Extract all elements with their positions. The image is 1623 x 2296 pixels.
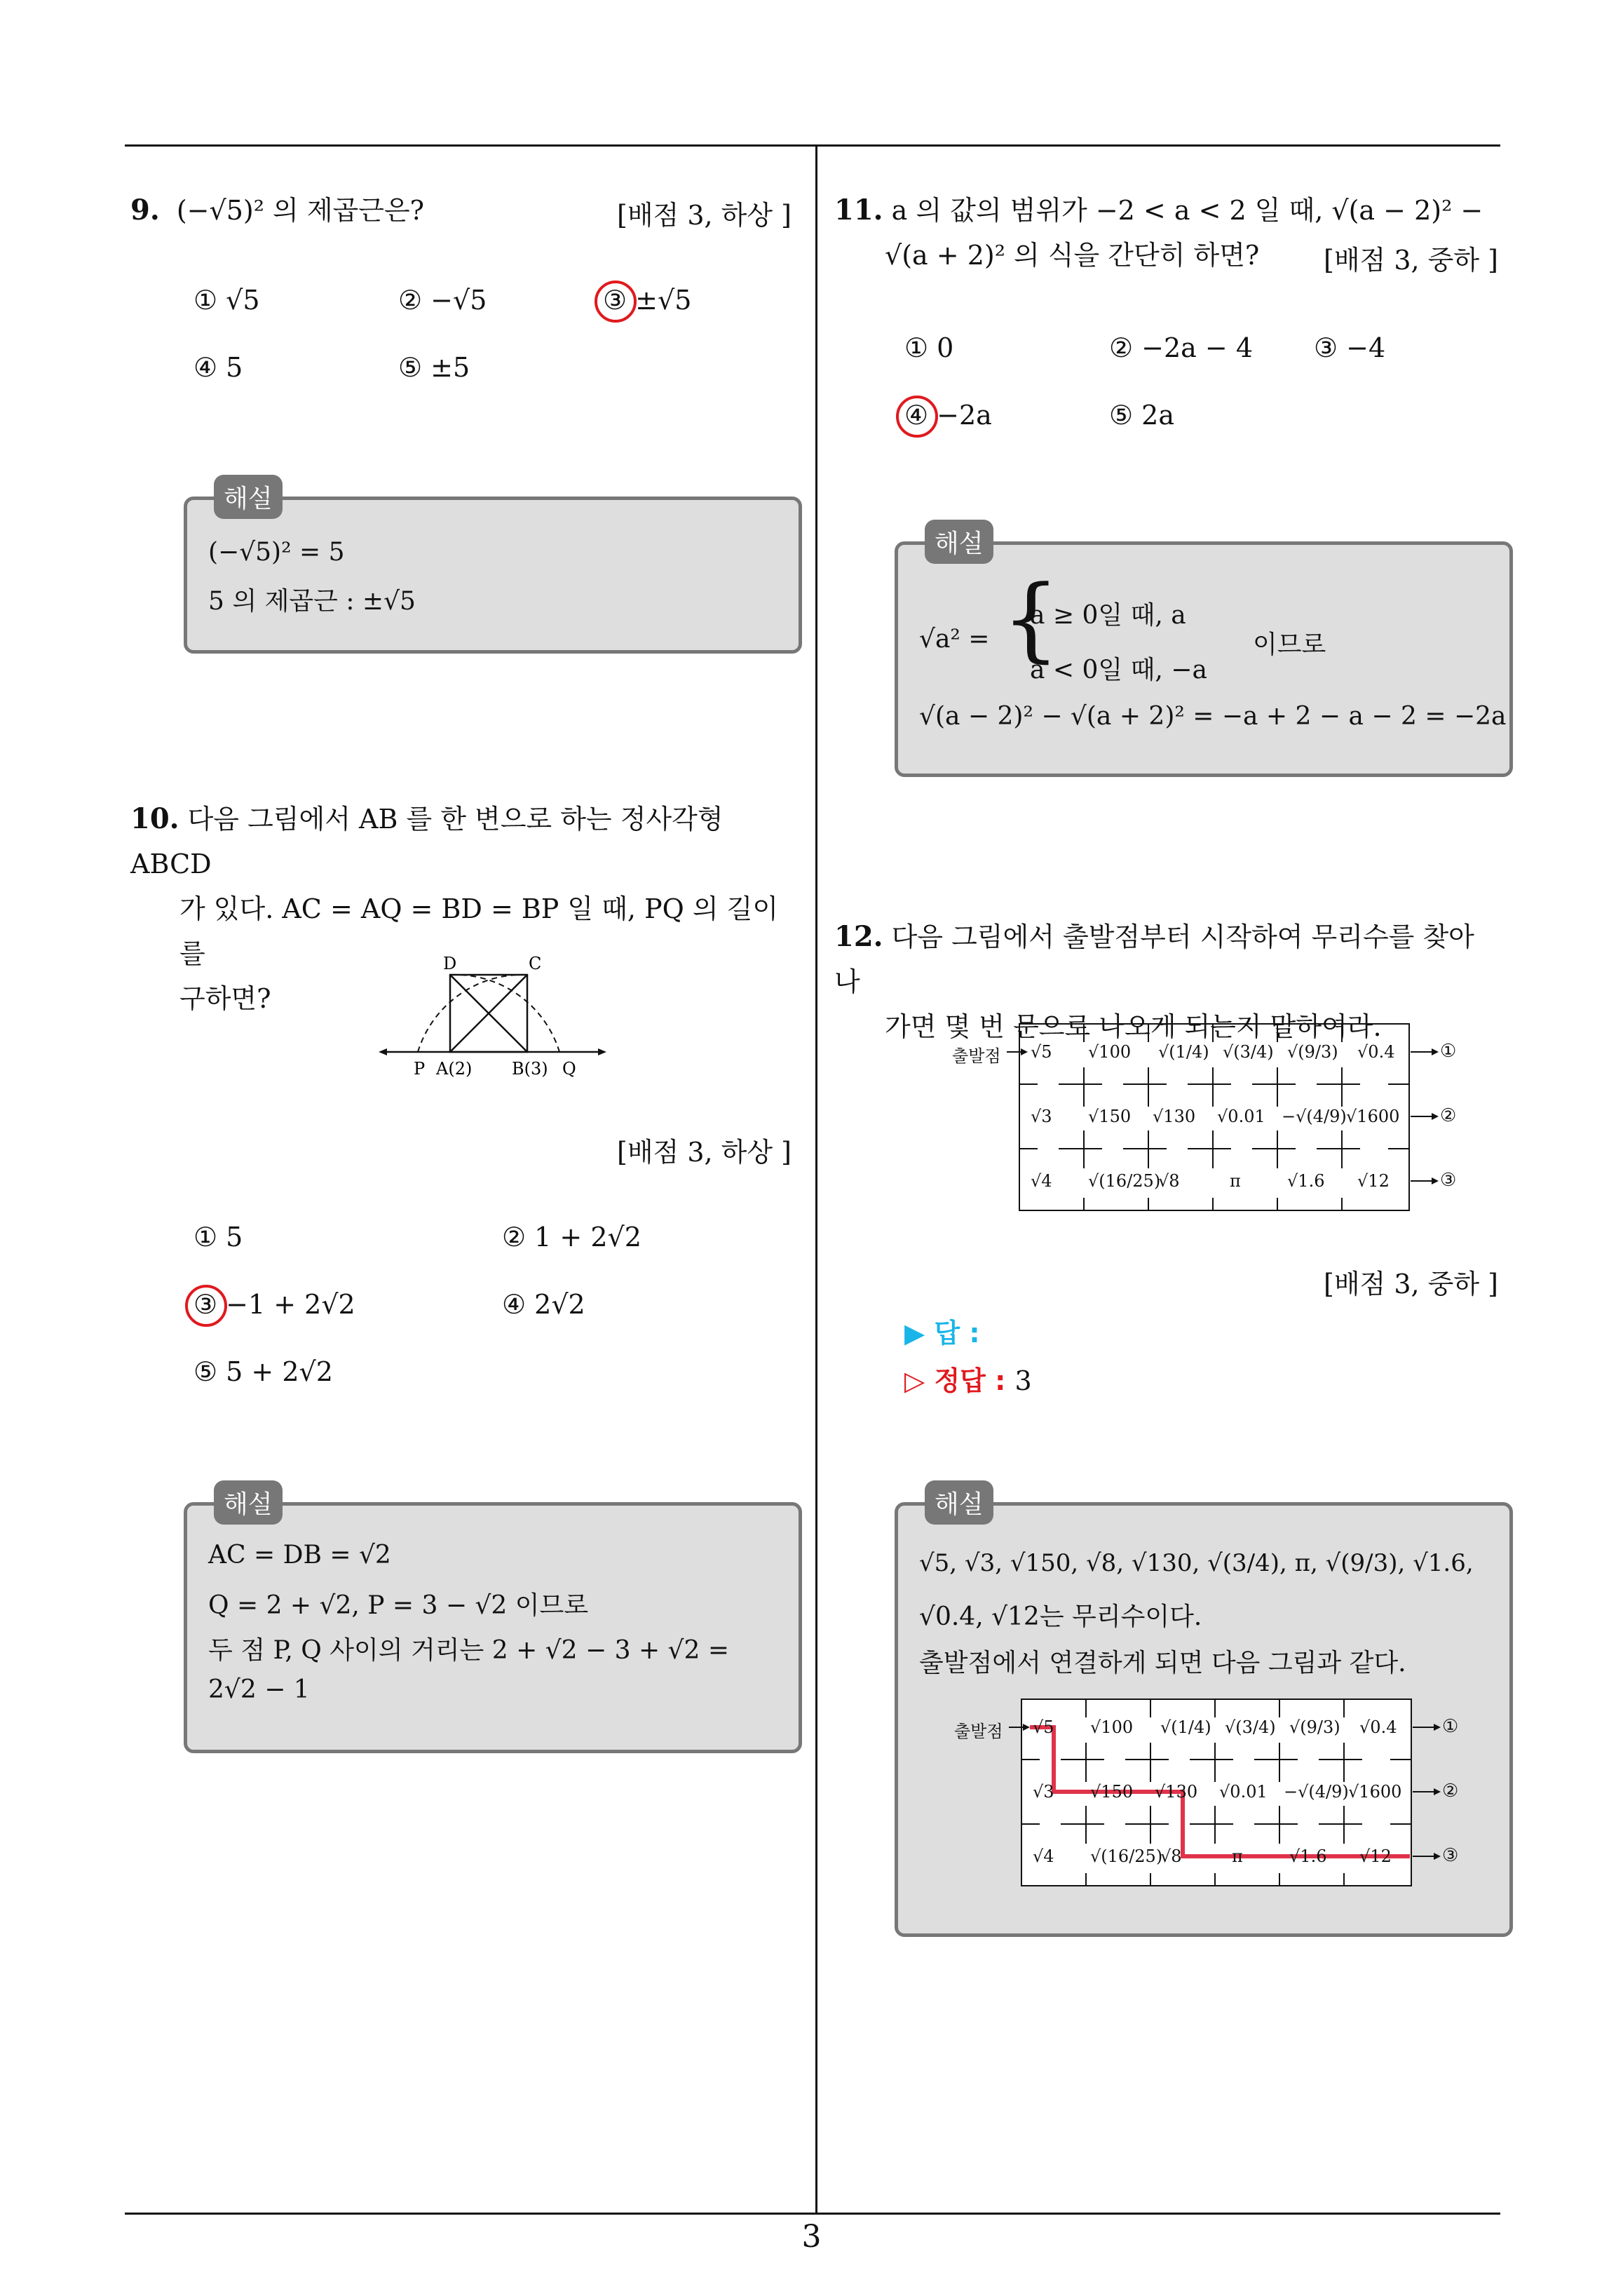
solution-tag: 해설 [214,1480,283,1525]
score-label: [배점 3, 하상 ] [617,200,792,231]
question-text-line: a 의 값의 범위가 −2 < a < 2 일 때, √(a − 2)² − [891,195,1483,226]
maze-figure [939,1018,1465,1215]
answer-circle [595,281,637,323]
maze-cell: √1600 [1346,1107,1400,1126]
label-P: P [414,1059,426,1079]
page-number: 3 [801,2219,822,2255]
answer-circle [896,396,938,438]
maze-start-label: 출발점 [952,1046,1001,1066]
maze-cell: √1600 [1348,1782,1402,1802]
solution-line: 5 의 제곱근 : ±√5 [208,587,416,616]
score-label: [배점 3, 중하 ] [1324,245,1498,276]
maze-cell: √4 [1033,1846,1054,1866]
maze-cell: −√(4/9) [1284,1782,1349,1802]
maze-cell: π [1230,1171,1241,1191]
maze-cell: √(1/4) [1160,1717,1211,1737]
solution-tag: 해설 [925,520,993,564]
maze-cell: −√(4/9) [1282,1107,1347,1126]
maze-cell: √(16/25) [1088,1171,1161,1191]
maze-cell: √(3/4) [1225,1717,1276,1737]
question-text: (−√5)² 의 제곱근은? [176,195,425,226]
maze-exit-2: ② [1440,1105,1457,1126]
maze-cell: √100 [1088,1042,1132,1062]
label-D: D [443,954,457,973]
question-text-line: 다음 그림에서 출발점부터 시작하여 무리수를 찾아 나 [834,921,1474,997]
question-text-line: 구하면? [179,983,271,1014]
solution-box-q9 [184,485,802,654]
question-text-line: √(a + 2)² 의 식을 간단히 하면? [885,240,1260,271]
maze-cell: √130 [1153,1107,1196,1126]
solution-line: Q = 2 + √2, P = 3 − √2 이므로 [208,1591,589,1620]
score-label: [배점 3, 중하 ] [1324,1269,1498,1299]
solution-line: (−√5)² = 5 [208,538,345,567]
maze-cell: √12 [1357,1171,1390,1191]
correct-value: 3 [1014,1365,1032,1396]
question-text-line: 가 있다. AC = AQ = BD = BP 일 때, PQ 의 길이를 [179,893,779,969]
solution-line: √(a − 2)² − √(a + 2)² = −a + 2 − a − 2 = −2a [919,702,1507,731]
top-rule [125,144,1500,147]
maze-exit-3: ③ [1440,1170,1457,1191]
choice-5[interactable]: ⑤ ±5 [398,352,470,383]
question-number: 10. [130,802,179,835]
maze-cell: √0.01 [1219,1782,1268,1802]
choice-2[interactable]: ② −2a − 4 [1109,332,1253,363]
choice-4[interactable]: ④ −2a [904,400,992,431]
maze-cell: √5 [1033,1717,1054,1737]
correct-label: ▷ 정답 : [904,1365,1006,1396]
question-number: 9. [130,194,160,227]
maze-cell: π [1232,1846,1243,1866]
solution-box-q12 [895,1490,1513,1937]
solution-lhs: √a² = [919,625,990,654]
question-number: 12. [834,920,883,953]
label-C: C [529,954,542,973]
maze-figure-solved [942,1694,1467,1890]
maze-cell: √150 [1088,1107,1132,1126]
correct-answer [904,1359,1032,1398]
choice-2[interactable]: ② −√5 [398,285,487,316]
label-Q: Q [562,1059,576,1079]
maze-cell: √(3/4) [1223,1042,1274,1062]
solution-box-q11 [895,529,1513,777]
maze-cell: √0.4 [1357,1042,1395,1062]
brace: { [1002,565,1060,672]
question-number: 11. [834,194,883,227]
question-text-line: 다음 그림에서 AB 를 한 변으로 하는 정사각형 ABCD [130,804,724,879]
maze-exit-2: ② [1442,1781,1459,1802]
maze-cell: √(9/3) [1289,1717,1340,1737]
choice-3[interactable]: ③ −4 [1314,332,1386,363]
score-label: [배점 3, 하상 ] [617,1137,792,1168]
choice-5[interactable]: ⑤ 5 + 2√2 [193,1356,333,1387]
maze-start-label: 출발점 [954,1722,1003,1741]
choice-5[interactable]: ⑤ 2a [1109,400,1174,431]
choice-1[interactable]: ① 0 [904,332,954,363]
maze-exit-3: ③ [1442,1845,1459,1866]
choice-1[interactable]: ① 5 [193,1222,243,1252]
solution-line: 2√2 − 1 [208,1675,310,1704]
question-9 [130,188,424,233]
maze-cell: √130 [1155,1782,1198,1802]
maze-cell: √8 [1160,1846,1182,1866]
choice-4[interactable]: ④ 2√2 [502,1289,585,1320]
maze-cell: √1.6 [1287,1171,1325,1191]
solution-suffix: 이므로 [1253,630,1326,659]
solution-case-2: a < 0일 때, −a [1030,656,1207,684]
maze-cell: √3 [1033,1782,1054,1802]
column-divider [815,144,817,2215]
maze-cell: √(9/3) [1287,1042,1338,1062]
maze-cell: √3 [1031,1107,1052,1126]
maze-cell: √100 [1090,1717,1134,1737]
choice-4[interactable]: ④ 5 [193,352,243,383]
choice-2[interactable]: ② 1 + 2√2 [502,1222,641,1252]
maze-exit-1: ① [1440,1041,1457,1062]
square-figure [379,954,610,1094]
solution-line: AC = DB = √2 [208,1541,391,1569]
maze-cell: √8 [1158,1171,1180,1191]
bottom-rule [125,2213,1500,2215]
maze-cell: √1.6 [1289,1846,1327,1866]
solution-line: √5, √3, √150, √8, √130, √(3/4), π, √(9/3), √1.6, [919,1549,1474,1577]
maze-cell: √5 [1031,1042,1052,1062]
maze-cell: √(1/4) [1158,1042,1209,1062]
maze-cell: √150 [1090,1782,1134,1802]
answer-label: ▶ 답 : [904,1318,980,1349]
solution-line: √0.4, √12는 무리수이다. [919,1602,1202,1631]
choice-3[interactable]: ③ −1 + 2√2 [193,1289,355,1320]
answer-circle [185,1285,227,1327]
maze-cell: √0.01 [1217,1107,1265,1126]
solution-line: 출발점에서 연결하게 되면 다음 그림과 같다. [919,1649,1406,1677]
question-text-line: 가면 몇 번 문으로 나오게 되는지 말하여라. [885,1011,1382,1042]
choice-3[interactable]: ③ ±√5 [603,285,691,316]
maze-cell: √12 [1359,1846,1392,1866]
label-B: B(3) [512,1059,548,1079]
maze-cell: √4 [1031,1171,1052,1191]
solution-line: 두 점 P, Q 사이의 거리는 2 + √2 − 3 + √2 = [208,1636,730,1665]
solution-case-1: a ≥ 0일 때, a [1030,601,1186,630]
choice-1[interactable]: ① √5 [193,285,260,316]
maze-exit-1: ① [1442,1716,1459,1737]
solution-box-q10 [184,1490,802,1753]
maze-cell: √0.4 [1359,1717,1397,1737]
solution-tag: 해설 [214,475,283,519]
solution-tag: 해설 [925,1480,993,1525]
maze-cell: √(16/25) [1090,1846,1163,1866]
label-A: A(2) [436,1059,473,1079]
